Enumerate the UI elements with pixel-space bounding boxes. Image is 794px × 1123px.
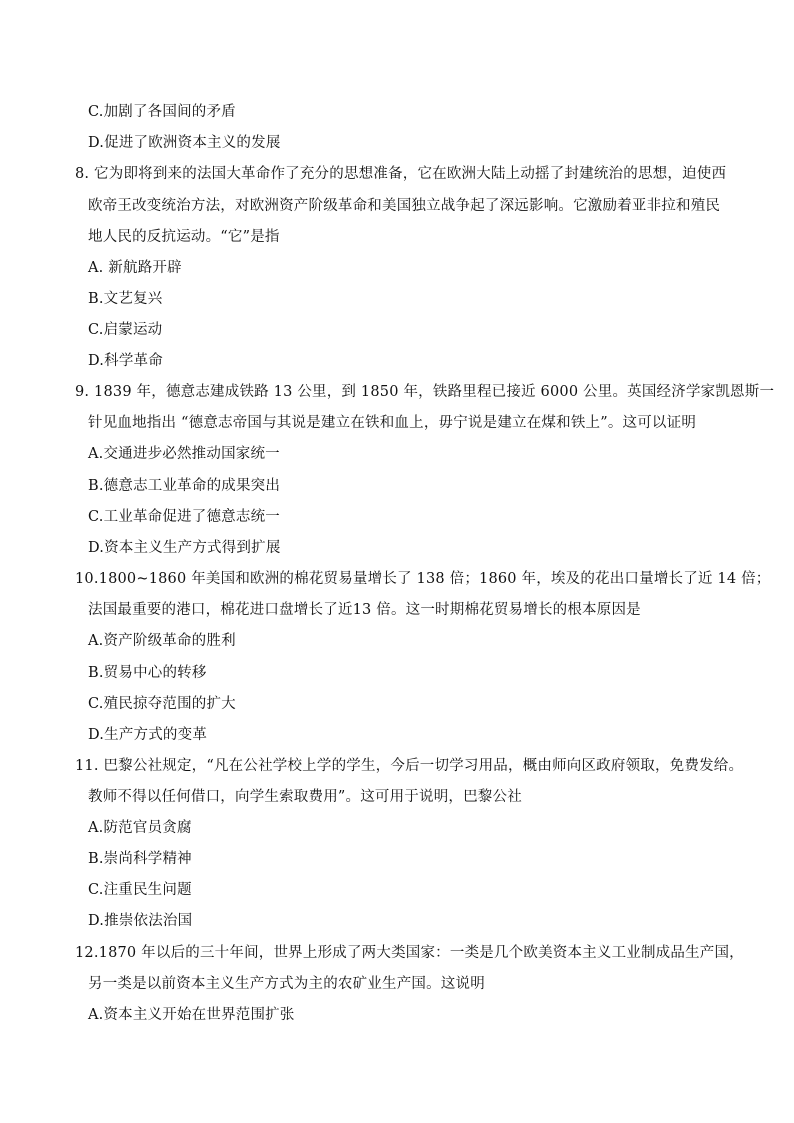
q10-option-b: B.贸易中心的转移: [88, 665, 207, 681]
q11-stem-line-1: 11. 巴黎公社规定，“凡在公社学校上学的学生，今后一切学习用品，概由师向区政府领取，免费发给。: [75, 758, 744, 774]
q8-stem-line-1: 8. 它为即将到来的法国大革命作了充分的思想准备，它在欧洲大陆上动摇了封建统治的思想，迫使西: [75, 166, 727, 182]
q12-option-a: A.资本主义开始在世界范围扩张: [88, 1007, 295, 1023]
q9-option-b: B.德意志工业革命的成果突出: [88, 478, 281, 494]
q9-stem-line-2: 针见血地指出 “德意志帝国与其说是建立在铁和血上，毋宁说是建立在煤和铁上”。这可以证明: [88, 415, 697, 431]
q9-option-d: D.资本主义生产方式得到扩展: [88, 540, 281, 556]
q10-option-d: D.生产方式的变革: [88, 727, 208, 743]
q11-option-a: A.防范官员贪腐: [88, 820, 192, 836]
q11-stem-line-2: 教师不得以任何借口，向学生索取费用”。这可用于说明，巴黎公社: [88, 789, 522, 805]
q11-option-b: B.崇尚科学精神: [88, 851, 192, 867]
q10-stem-line-1: 10.1800~1860 年美国和欧洲的棉花贸易量增长了 138 倍；1860 年，埃及的花出口量增长了近 14 倍；: [75, 571, 771, 587]
q9-stem-line-1: 9. 1839 年，德意志建成铁路 13 公里，到 1850 年，铁路里程已接近 6000 公里。英国经济学家凯恩斯一: [75, 384, 775, 400]
q8-option-b: B.文艺复兴: [88, 291, 163, 307]
q8-option-c: C.启蒙运动: [88, 322, 163, 338]
q7-option-c: C.加剧了各国间的矛盾: [88, 104, 236, 120]
q10-option-c: C.殖民掠夺范围的扩大: [88, 696, 236, 712]
q11-option-c: C.注重民生问题: [88, 882, 192, 898]
q9-option-a: A.交通进步必然推动国家统一: [88, 446, 280, 462]
q12-stem-line-2: 另一类是以前资本主义生产方式为主的农矿业生产国。这说明: [88, 976, 485, 992]
q9-option-c: C.工业革命促进了德意志统一: [88, 509, 280, 525]
q10-stem-line-2: 法国最重要的港口，棉花进口盘增长了近13 倍。这一时期棉花贸易增长的根本原因是: [88, 602, 641, 618]
q12-stem-line-1: 12.1870 年以后的三十年间，世界上形成了两大类国家：一类是几个欧美资本主义工业制成品生产国，: [75, 945, 744, 961]
q8-stem-line-2: 欧帝王改变统治方法，对欧洲资产阶级革命和美国独立战争起了深远影响。它激励着亚非拉和殖民: [88, 198, 721, 214]
q8-stem-line-3: 地人民的反抗运动。“它”是指: [88, 229, 280, 245]
q10-option-a: A.资产阶级革命的胜利: [88, 633, 236, 649]
q7-option-d: D.促进了欧洲资本主义的发展: [88, 135, 281, 151]
q8-option-d: D.科学革命: [88, 353, 163, 369]
q11-option-d: D.推崇依法治国: [88, 913, 193, 929]
q8-option-a: A. 新航路开辟: [88, 260, 182, 276]
